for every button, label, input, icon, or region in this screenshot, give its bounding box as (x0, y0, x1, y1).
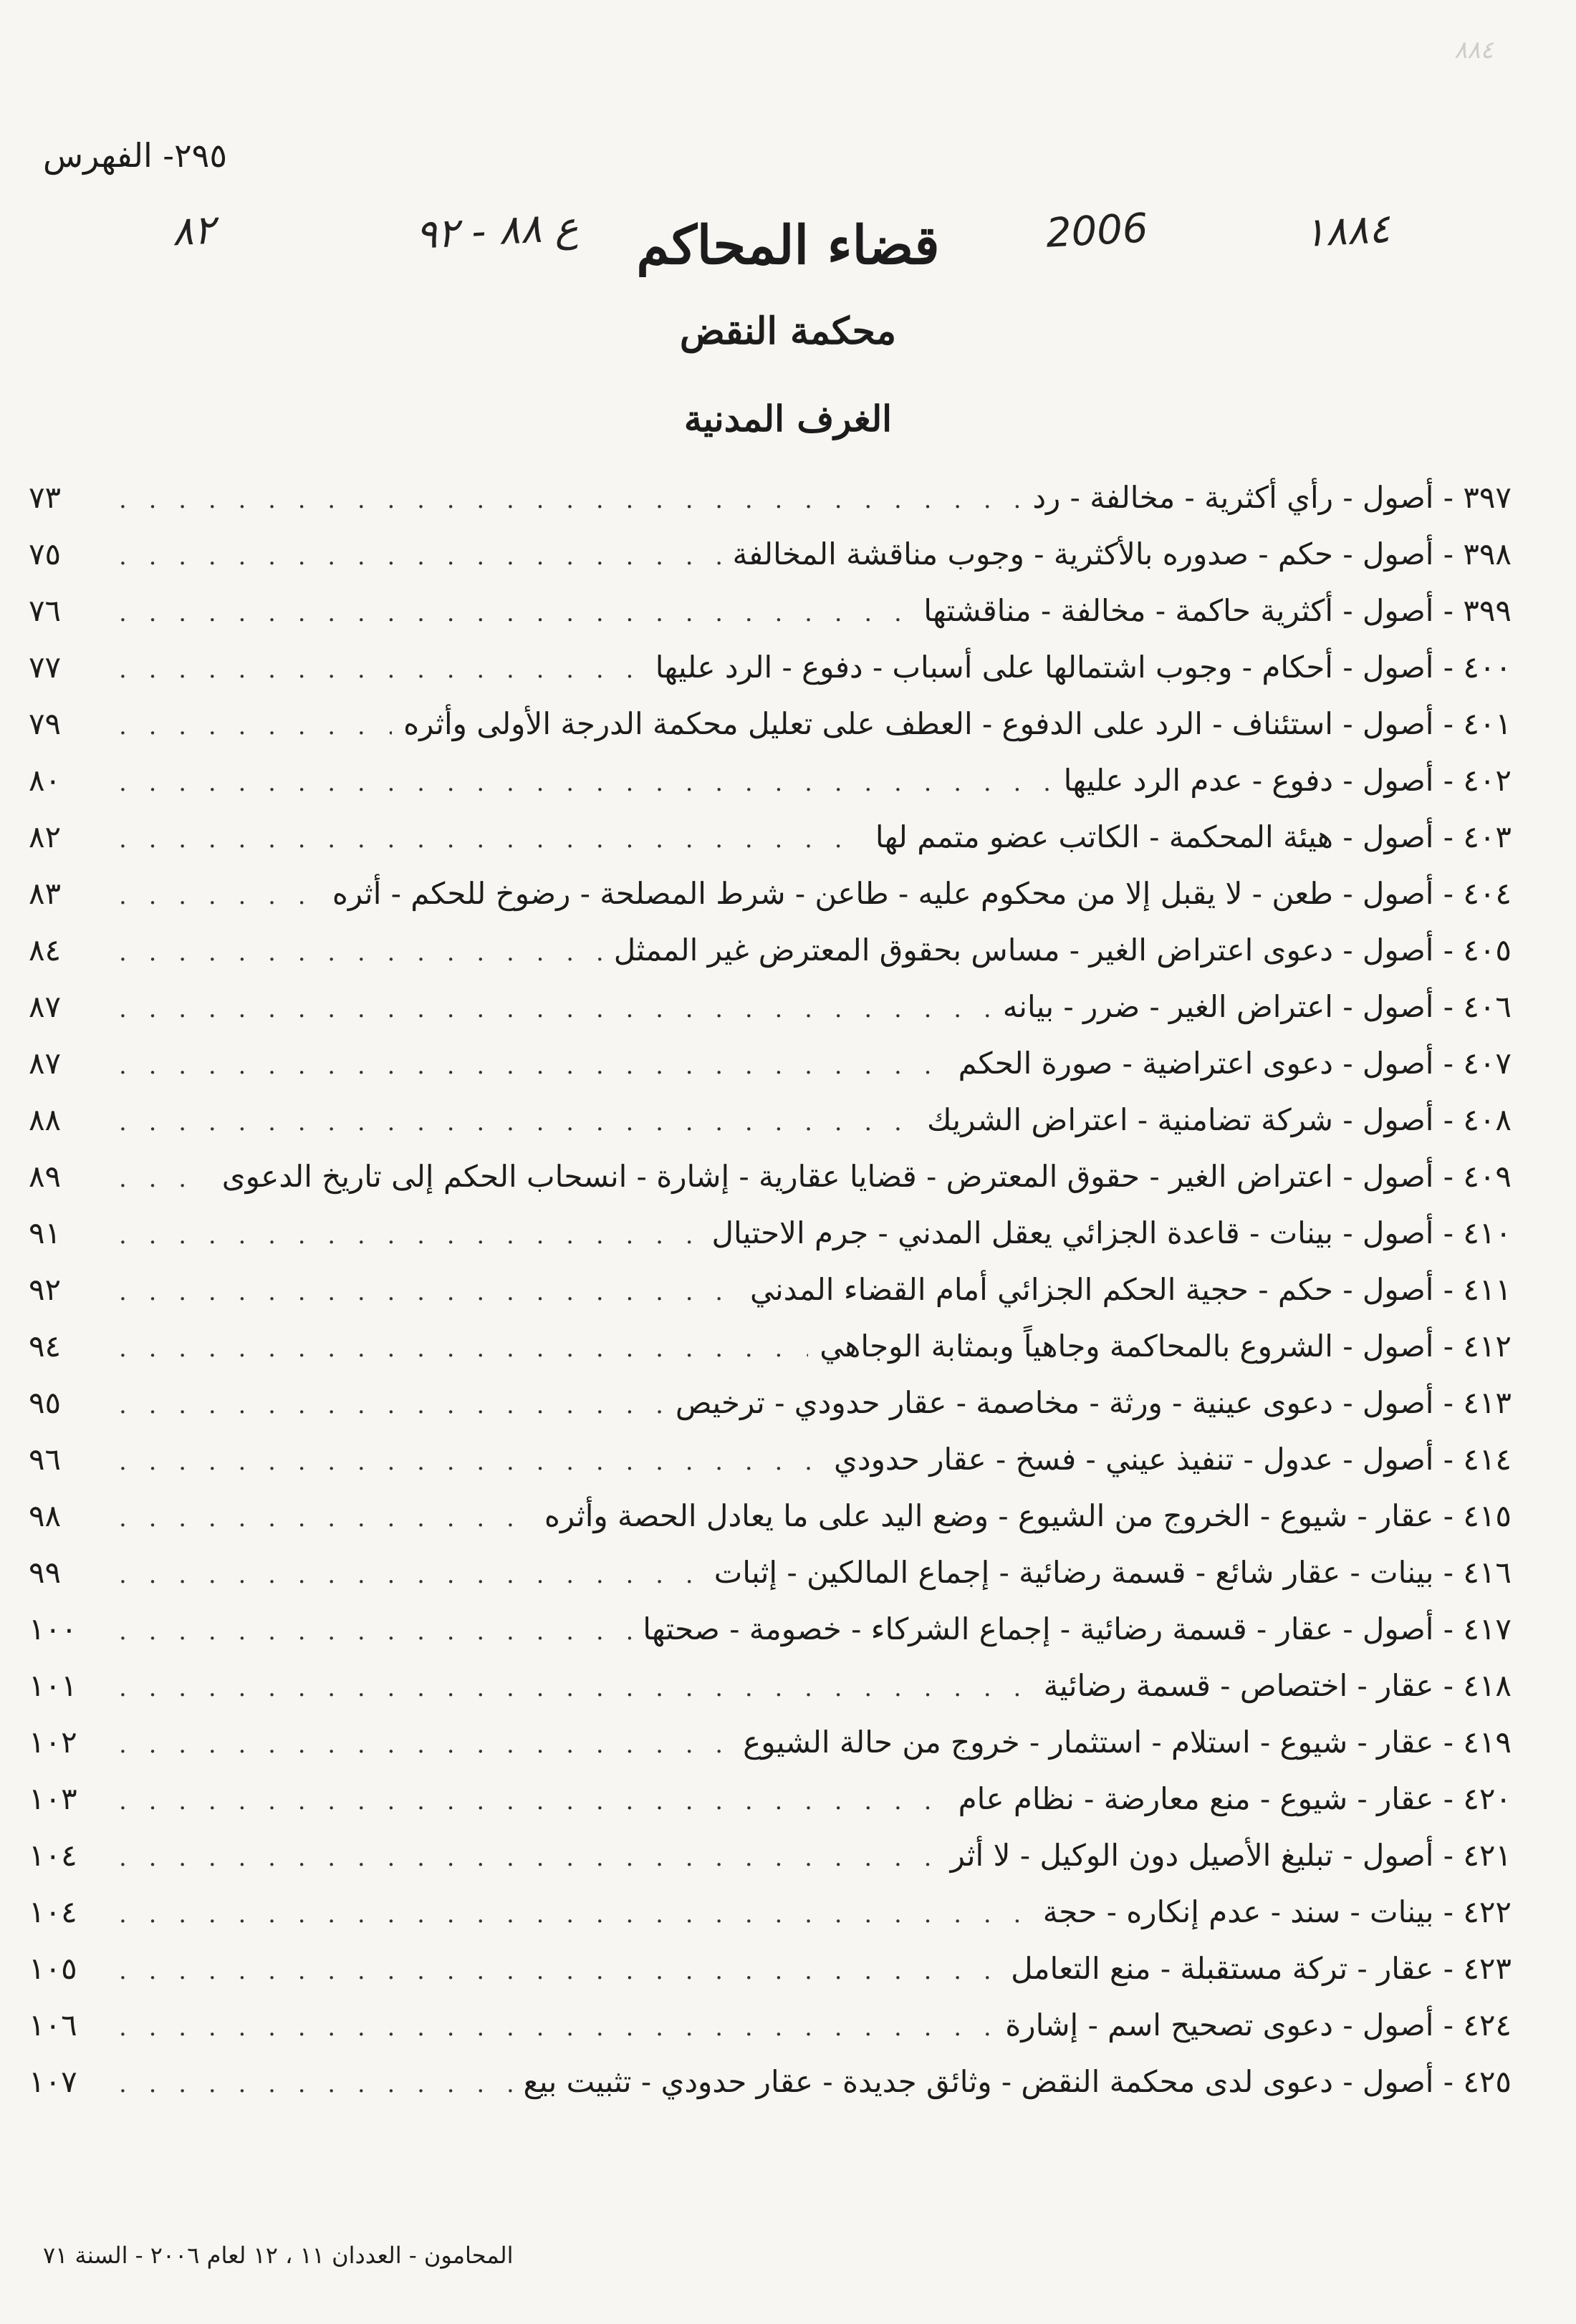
toc-page-number: ١٠٢ (29, 1725, 77, 1760)
toc-entry-text: ٤٢٢ - بينات - سند - عدم إنكاره - حجة (1042, 1894, 1512, 1929)
dot-leader (119, 1207, 700, 1264)
toc-entry (29, 1091, 1512, 1148)
dot-leader (119, 585, 912, 642)
toc-page-number: ٨٧ (29, 1046, 62, 1081)
toc-entry-text: ٤١٦ - بينات - عقار شائع - قسمة رضائية - إجماع المالكين - إثبات (713, 1555, 1512, 1590)
toc-entry (29, 752, 1512, 809)
toc-entry-text: ٤٢٥ - أصول - دعوى لدى محكمة النقض - وثائق جديدة - عقار حدودي - تثبيت بيع (523, 2064, 1512, 2099)
toc-entry-text: ٤١٨ - عقار - اختصاص - قسمة رضائية (1043, 1668, 1512, 1703)
toc-entry (29, 1374, 1512, 1431)
toc-page-number: ٧٦ (29, 593, 62, 628)
court-subtitle: محكمة النقض (679, 309, 897, 353)
toc-entry-text: ٤٠٤ - أصول - طعن - لا يقبل إلا من محكوم عليه - طاعن - شرط المصلحة - رضوخ للحكم - أثره (332, 876, 1512, 911)
toc-entry (29, 1318, 1512, 1374)
dot-leader (119, 2056, 512, 2113)
toc-entry-text: ٤٠٣ - أصول - هيئة المحكمة - الكاتب عضو متمم لها (875, 819, 1512, 854)
toc-entry (29, 809, 1512, 865)
toc-entry-text: ٤١٤ - أصول - عدول - تنفيذ عيني - فسخ - عقار حدودي (834, 1442, 1512, 1477)
dot-leader (119, 472, 1021, 529)
toc-page-number: ٩٨ (29, 1498, 62, 1533)
toc-entry (29, 639, 1512, 695)
toc-entry (29, 1827, 1512, 1884)
toc-entry-text: ٤٠٨ - أصول - شركة تضامنية - اعتراض الشريك (927, 1102, 1512, 1137)
toc-entry-text: ٤٠٢ - أصول - دفوع - عدم الرد عليها (1063, 763, 1512, 798)
handwritten-year: 2006 (1044, 205, 1150, 257)
toc-entry (29, 1940, 1512, 1997)
dot-leader (119, 755, 1052, 811)
dot-leader (119, 2000, 994, 2056)
dot-leader (119, 1377, 664, 1434)
toc-page-number: ٩١ (29, 1215, 62, 1250)
dot-leader (119, 1773, 947, 1830)
dot-leader (119, 811, 864, 868)
section-heading: الغرف المدنية (683, 397, 893, 440)
dot-leader (119, 1604, 631, 1660)
dot-leader (119, 529, 721, 585)
toc-page-number: ٨٧ (29, 989, 62, 1024)
toc-entry (29, 1997, 1512, 2053)
toc-entry-text: ٤٠١ - أصول - استئناف - الرد على الدفوع - العطف على تعليل محكمة الدرجة الأولى وأثره (403, 706, 1512, 741)
toc-page-number: ٧٣ (29, 480, 62, 515)
toc-entry (29, 978, 1512, 1035)
toc-entry-text: ٤٠٠ - أصول - أحكام - وجوب اشتمالها على أسباب - دفوع - الرد عليها (655, 650, 1512, 685)
toc-page-number: ١٠١ (29, 1668, 77, 1703)
toc-page-number: ٧٥ (29, 536, 62, 572)
toc-entry-text: ٤١٢ - أصول - الشروع بالمحاكمة وجاهياً وبمثابة الوجاهي (820, 1329, 1512, 1364)
toc-page-number: ١٠٥ (29, 1951, 77, 1986)
toc-entry (29, 1148, 1512, 1205)
toc-entry (29, 1601, 1512, 1657)
toc-entry (29, 865, 1512, 922)
toc-page-number: ١٠٤ (29, 1838, 77, 1873)
dot-leader (119, 1264, 739, 1321)
toc-entry-text: ٤٢٤ - أصول - دعوى تصحيح اسم - إشارة (1005, 2007, 1512, 2043)
table-of-contents (29, 469, 1512, 2110)
page-number-label: ٢٩٥- الفهرس (43, 136, 228, 175)
toc-page-number: ١٠٧ (29, 2064, 77, 2099)
handwritten-number: ١٨٨٤ (1302, 205, 1391, 257)
dot-leader (119, 868, 321, 925)
toc-entry (29, 1770, 1512, 1827)
faint-pencil-mark: ٨٨٤ (1454, 36, 1494, 64)
toc-entry-text: ٤٢١ - أصول - تبليغ الأصيل دون الوكيل - لا أثر (950, 1838, 1512, 1873)
dot-leader (119, 1660, 1032, 1717)
toc-entry-text: ٤٠٧ - أصول - دعوى اعتراضية - صورة الحكم (958, 1046, 1512, 1081)
toc-page-number: ٧٩ (29, 706, 62, 741)
dot-leader (119, 925, 602, 981)
toc-entry (29, 695, 1512, 752)
toc-entry (29, 526, 1512, 582)
toc-page-number: ٩٦ (29, 1442, 62, 1477)
toc-entry-text: ٤٢٠ - عقار - شيوع - منع معارضة - نظام عام (958, 1781, 1512, 1816)
toc-page-number: ٨٨ (29, 1102, 62, 1137)
toc-entry (29, 582, 1512, 639)
toc-entry (29, 1488, 1512, 1544)
toc-entry (29, 922, 1512, 978)
toc-entry-text: ٤١١ - أصول - حكم - حجية الحكم الجزائي أمام القضاء المدني (749, 1272, 1512, 1307)
dot-leader (119, 1321, 808, 1377)
handwritten-issue: ع ٨٨ - ٩٢ (414, 203, 580, 259)
toc-page-number: ٩٥ (29, 1385, 62, 1420)
dot-leader (119, 1151, 211, 1207)
toc-page-number: ١٠٤ (29, 1894, 77, 1929)
dot-leader (119, 1547, 703, 1604)
dot-leader (119, 1490, 533, 1547)
dot-leader (119, 1717, 731, 1773)
toc-page-number: ٩٢ (29, 1272, 62, 1307)
toc-entry (29, 2053, 1512, 2110)
toc-page-number: ١٠٦ (29, 2007, 77, 2043)
toc-entry-text: ٤١٠ - أصول - بينات - قاعدة الجزائي يعقل المدني - جرم الاحتيال (711, 1215, 1512, 1250)
toc-entry (29, 1544, 1512, 1601)
toc-entry (29, 1261, 1512, 1318)
toc-page-number: ١٠٠ (29, 1611, 77, 1646)
toc-page-number: ٩٤ (29, 1329, 62, 1364)
dot-leader (119, 642, 644, 698)
toc-page-number: ٨٠ (29, 763, 62, 798)
dot-leader (119, 1943, 999, 2000)
toc-entry (29, 469, 1512, 526)
dot-leader (119, 1830, 939, 1886)
page-title: قضاء المحاكم (636, 215, 940, 276)
dot-leader (119, 698, 392, 755)
toc-entry-text: ٤٢٣ - عقار - تركة مستقبلة - منع التعامل (1011, 1951, 1512, 1986)
toc-entry-text: ٤٠٦ - أصول - اعتراض الغير - ضرر - بيانه (1002, 989, 1512, 1024)
toc-entry-text: ٣٩٧ - أصول - رأي أكثرية - مخالفة - رد (1032, 480, 1512, 515)
toc-entry (29, 1657, 1512, 1714)
handwritten-code: ٨٢ (170, 206, 216, 256)
toc-entry-text: ٤٠٥ - أصول - دعوى اعتراض الغير - مساس بحقوق المعترض غير الممثل (613, 932, 1512, 968)
dot-leader (119, 1434, 822, 1490)
toc-entry-text: ٣٩٨ - أصول - حكم - صدوره بالأكثرية - وجوب مناقشة المخالفة (732, 536, 1512, 572)
toc-page-number: ٨٩ (29, 1159, 62, 1194)
toc-entry (29, 1035, 1512, 1091)
toc-page-number: ١٠٣ (29, 1781, 77, 1816)
toc-page-number: ٨٣ (29, 876, 62, 911)
toc-page-number: ٨٢ (29, 819, 62, 854)
toc-entry-text: ٤١٥ - عقار - شيوع - الخروج من الشيوع - وضع اليد على ما يعادل الحصة وأثره (544, 1498, 1512, 1533)
toc-entry (29, 1205, 1512, 1261)
toc-entry-text: ٤١٧ - أصول - عقار - قسمة رضائية - إجماع الشركاء - خصومة - صحتها (643, 1611, 1512, 1646)
toc-entry-text: ٤١٩ - عقار - شيوع - استلام - استثمار - خروج من حالة الشيوع (743, 1725, 1512, 1760)
toc-page-number: ٧٧ (29, 650, 62, 685)
dot-leader (119, 1094, 916, 1151)
toc-entry (29, 1714, 1512, 1770)
dot-leader (119, 1038, 947, 1094)
dot-leader (119, 981, 991, 1038)
toc-entry-text: ٤١٣ - أصول - دعوى عينية - ورثة - مخاصمة - عقار حدودي - ترخيص (675, 1385, 1512, 1420)
toc-page-number: ٩٩ (29, 1555, 62, 1590)
toc-entry (29, 1431, 1512, 1488)
toc-entry (29, 1884, 1512, 1940)
page-footer: المحامون - العددان ١١ ، ١٢ لعام ٢٠٠٦ - السنة ٧١ (43, 2242, 514, 2269)
toc-entry-text: ٤٠٩ - أصول - اعتراض الغير - حقوق المعترض - قضايا عقارية - إشارة - انسحاب الحكم إلى تاريخ الدعوى (221, 1159, 1512, 1194)
toc-entry-text: ٣٩٩ - أصول - أكثرية حاكمة - مخالفة - مناقشتها (923, 593, 1512, 628)
toc-page-number: ٨٤ (29, 932, 62, 968)
dot-leader (119, 1886, 1032, 1943)
